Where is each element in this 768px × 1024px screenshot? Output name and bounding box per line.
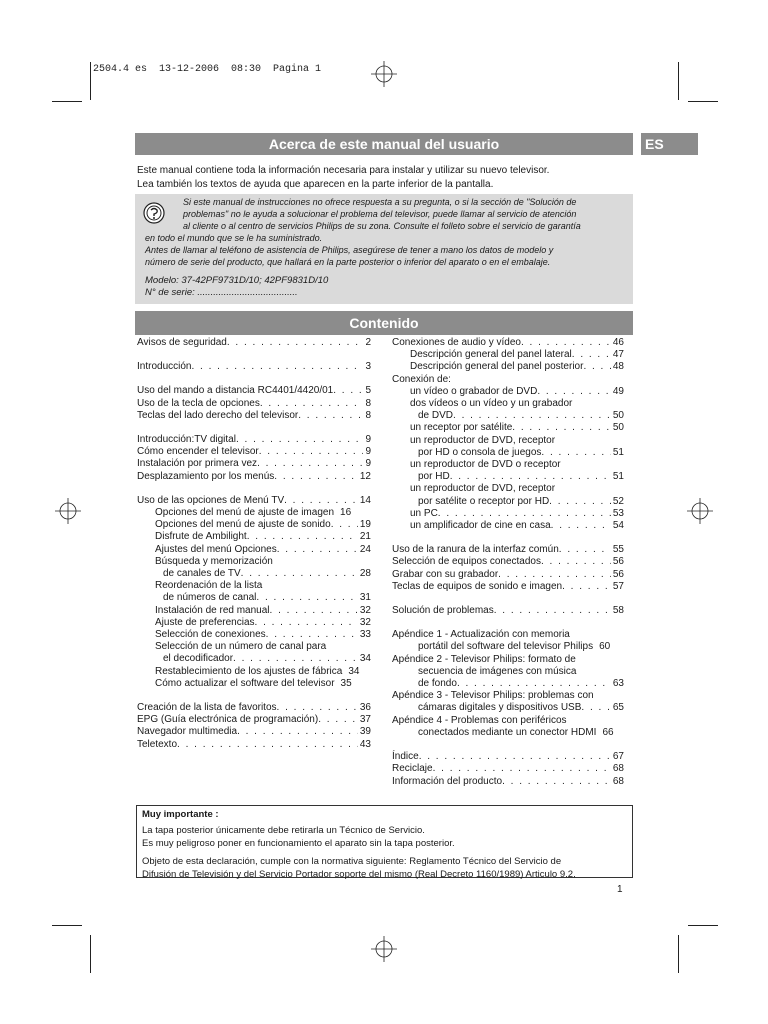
toc-entry-title: Teletexto xyxy=(137,738,178,750)
toc-leader-dots xyxy=(537,386,611,398)
toc-entry[interactable] xyxy=(392,751,624,763)
crop-mark xyxy=(52,101,82,102)
toc-spacer xyxy=(392,617,624,629)
toc-page-number: 48 xyxy=(612,361,624,373)
toc-entry-title: Descripción general del panel posterior xyxy=(410,361,584,373)
toc-entry-title: Navegador multimedia xyxy=(137,726,238,738)
toc-entry[interactable] xyxy=(392,776,624,788)
toc-leader-dots xyxy=(494,605,611,617)
toc-entry-title: de números de canal xyxy=(163,592,257,604)
print-stamp: 2504.4 es 13-12-2006 08:30 Pagina 1 xyxy=(93,64,322,75)
important-title: Muy importante : xyxy=(142,809,219,820)
toc-entry-title: Apéndice 4 - Problemas con periféricos xyxy=(392,714,567,726)
toc-entry-title: un reproductor de DVD o receptor xyxy=(410,459,561,471)
crop-mark xyxy=(688,101,718,102)
toc-entry-title: Apéndice 2 - Televisor Philips: formato de xyxy=(392,653,576,665)
toc-page-number: 67 xyxy=(612,751,624,763)
toc-entry-title: un vídeo o grabador de DVD xyxy=(410,385,538,397)
note-line: Si este manual de instrucciones no ofrece respuesta a su pregunta, o si la sección de "Solución de xyxy=(183,197,577,207)
toc-leader-dots xyxy=(512,422,611,434)
toc-leader-dots xyxy=(572,349,611,361)
toc-page-number: 8 xyxy=(365,409,371,421)
toc-leader-dots xyxy=(177,739,358,751)
toc-entry-title: un receptor por satélite xyxy=(410,422,513,434)
toc-entry[interactable] xyxy=(137,495,371,507)
toc-page-number: 57 xyxy=(612,580,624,592)
toc-entry[interactable] xyxy=(392,544,624,556)
toc-entry-title: Uso de las opciones de Menú TV xyxy=(137,494,285,506)
toc-leader-dots xyxy=(260,398,364,410)
toc-leader-dots xyxy=(457,678,611,690)
toc-page-number: 24 xyxy=(359,543,371,555)
toc-page-number: 34 xyxy=(359,653,371,665)
serial-number: N° de serie: ...................................... xyxy=(145,287,298,298)
toc-entry-title: EPG (Guía electrónica de programación) xyxy=(137,714,319,726)
toc-leader-dots xyxy=(284,495,358,507)
toc-entry[interactable] xyxy=(392,483,624,495)
toc-entry-title: Selección de un número de canal para xyxy=(155,641,327,653)
toc-leader-dots xyxy=(541,447,610,459)
toc-entry-title: Desplazamiento por los menús xyxy=(137,470,275,482)
toc-entry-title: Selección de equipos conectados xyxy=(392,556,541,568)
toc-entry[interactable] xyxy=(392,654,624,666)
toc-page-number: 50 xyxy=(612,410,624,422)
toc-entry[interactable] xyxy=(137,531,371,543)
toc-entry[interactable] xyxy=(392,666,624,678)
toc-page-number: 36 xyxy=(359,702,371,714)
toc-entry[interactable] xyxy=(137,544,371,556)
toc-entry-title: Reordenación de la lista xyxy=(155,580,263,592)
toc-page-number: 21 xyxy=(359,531,371,543)
toc-entry[interactable] xyxy=(392,715,624,727)
toc-entry-title: Creación de la lista de favoritos xyxy=(137,702,277,714)
toc-entry-title: Conexión de: xyxy=(392,373,451,385)
toc-entry-title: Introducción xyxy=(137,361,192,373)
note-text xyxy=(145,196,627,268)
toc-entry[interactable] xyxy=(392,581,624,593)
toc-entry-title: Selección de conexiones xyxy=(155,629,266,641)
toc-entry[interactable] xyxy=(137,568,371,580)
note-line: problemas" no le ayuda a solucionar el problema del televisor, puede llamar al servicio de atención xyxy=(183,209,577,219)
toc-page-number: 39 xyxy=(359,726,371,738)
toc-page-number: 43 xyxy=(359,738,371,750)
contents-title: Contenido xyxy=(135,311,633,335)
toc-leader-dots xyxy=(562,581,611,593)
toc-leader-dots xyxy=(551,520,611,532)
toc-leader-dots xyxy=(247,531,358,543)
toc-page-number: 33 xyxy=(359,629,371,641)
toc-entry[interactable] xyxy=(392,678,624,690)
model-number: Modelo: 37-42PF9731D/10; 42PF9831D/10 xyxy=(145,275,329,286)
toc-leader-dots xyxy=(237,726,358,738)
intro-line: Lea también los textos de ayuda que aparecen en la parte inferior de la pantalla. xyxy=(137,178,494,190)
important-line: La tapa posterior únicamente debe retirarla un Técnico de Servicio. xyxy=(142,825,425,837)
toc-entry-title: portátil del software del televisor Philips xyxy=(418,641,594,653)
toc-entry-title: un reproductor de DVD, receptor xyxy=(410,483,556,495)
toc-entry-title: un reproductor de DVD, receptor xyxy=(410,434,556,446)
registration-mark-icon xyxy=(371,936,397,962)
crop-mark xyxy=(678,62,679,100)
toc-leader-dots xyxy=(581,702,610,714)
toc-entry-title: Ajustes del menú Opciones xyxy=(155,543,277,555)
toc-entry[interactable] xyxy=(392,471,624,483)
toc-entry[interactable] xyxy=(137,739,371,751)
toc-leader-dots xyxy=(450,471,611,483)
toc-entry-title: de canales de TV xyxy=(163,568,241,580)
toc-entry[interactable] xyxy=(392,374,624,386)
toc-entry-title: dos vídeos o un vídeo y un grabador xyxy=(410,398,573,410)
toc-entry-title: Opciones del menú de ajuste de imagen xyxy=(155,507,335,519)
toc-page-number: 58 xyxy=(612,605,624,617)
toc-spacer xyxy=(392,739,624,751)
toc-entry[interactable] xyxy=(392,702,624,714)
toc-leader-dots xyxy=(433,763,611,775)
toc-page-number: 51 xyxy=(612,446,624,458)
toc-entry-title: Uso de la tecla de opciones xyxy=(137,397,260,409)
toc-page-number: 3 xyxy=(365,361,371,373)
toc-entry-title: un PC xyxy=(410,507,438,519)
toc-entry-title: Cómo actualizar el software del televisor xyxy=(155,677,335,689)
toc-entry[interactable] xyxy=(392,361,624,373)
intro-line: Este manual contiene toda la información necesaria para instalar y utilizar su nuevo televisor. xyxy=(137,165,550,176)
toc-page-number: 56 xyxy=(612,556,624,568)
toc-entry-title: cámaras digitales y dispositivos USB xyxy=(418,702,582,714)
toc-entry-title: Avisos de seguridad xyxy=(137,337,227,348)
toc-entry-title: Índice xyxy=(392,751,419,763)
toc-entry[interactable] xyxy=(137,556,371,568)
toc-page-number: 65 xyxy=(612,702,624,714)
intro-text xyxy=(137,164,637,191)
toc-page-number: 31 xyxy=(359,592,371,604)
important-line: Objeto de esta declaración, cumple con la normativa siguiente: Reglamento Técnico del Servicio de xyxy=(142,856,562,868)
toc-page-number: 8 xyxy=(365,397,371,409)
toc-entry[interactable] xyxy=(137,398,371,410)
toc-entry[interactable] xyxy=(392,410,624,422)
toc-page-number: 66 xyxy=(602,726,614,738)
toc-leader-dots xyxy=(419,751,611,763)
toc-page-number: 14 xyxy=(359,494,371,506)
toc-page-number: 32 xyxy=(359,616,371,628)
toc-entry[interactable] xyxy=(392,337,624,349)
toc-page-number: 68 xyxy=(612,775,624,787)
registration-mark-icon xyxy=(371,61,397,87)
toc-spacer xyxy=(137,483,371,495)
toc-right-column xyxy=(392,337,624,788)
page-title: Acerca de este manual del usuario xyxy=(135,133,633,155)
toc-leader-dots xyxy=(549,496,611,508)
toc-leader-dots xyxy=(583,361,610,373)
toc-entry[interactable] xyxy=(392,398,624,410)
toc-entry[interactable] xyxy=(137,714,371,726)
toc-page-number: 9 xyxy=(365,434,371,446)
toc-entry-title: Instalación por primera vez xyxy=(137,458,258,470)
note-line: al cliente o al centro de servicios Philips de su zona. Consulte el folleto sobre el servicio de garantía xyxy=(183,221,581,231)
toc-entry[interactable] xyxy=(392,386,624,398)
toc-page-number: 35 xyxy=(340,677,352,689)
toc-entry-title: de fondo xyxy=(418,678,457,690)
toc-entry[interactable] xyxy=(137,471,371,483)
toc-spacer xyxy=(137,349,371,361)
toc-leader-dots xyxy=(227,337,364,349)
toc-entry[interactable] xyxy=(392,763,624,775)
toc-spacer xyxy=(137,373,371,385)
toc-page-number: 34 xyxy=(348,665,360,677)
toc-leader-dots xyxy=(274,471,358,483)
important-notice-box xyxy=(136,805,633,878)
model-info xyxy=(145,275,328,299)
toc-entry[interactable] xyxy=(137,410,371,422)
toc-spacer xyxy=(392,532,624,544)
registration-mark-icon xyxy=(55,498,81,524)
toc-page-number: 28 xyxy=(359,568,371,580)
toc-entry[interactable] xyxy=(137,446,371,458)
toc-entry-title: Ajuste de preferencias xyxy=(155,616,255,628)
toc-entry[interactable] xyxy=(392,520,624,532)
toc-leader-dots xyxy=(521,337,611,349)
toc-entry-title: Información del producto xyxy=(392,775,503,787)
toc-page-number: 52 xyxy=(612,495,624,507)
toc-entry[interactable] xyxy=(392,447,624,459)
toc-entry[interactable] xyxy=(392,641,624,653)
toc-entry[interactable] xyxy=(137,337,371,349)
toc-leader-dots xyxy=(270,605,358,617)
toc-leader-dots xyxy=(318,714,358,726)
toc-entry[interactable] xyxy=(392,569,624,581)
toc-page-number: 19 xyxy=(359,519,371,531)
registration-mark-icon xyxy=(687,498,713,524)
crop-mark xyxy=(90,62,91,100)
toc-leader-dots xyxy=(331,519,358,531)
toc-spacer xyxy=(392,593,624,605)
toc-entry[interactable] xyxy=(137,434,371,446)
toc-entry-title: Restablecimiento de los ajustes de fábrica xyxy=(155,665,343,677)
toc-entry-title: Instalación de red manual xyxy=(155,604,270,616)
note-line: número de serie del producto, que hallará en la parte posterior o inferior del aparato o en el embalaje. xyxy=(145,257,551,267)
toc-entry[interactable] xyxy=(392,435,624,447)
important-line: Es muy peligroso poner en funcionamiento el aparato sin la tapa posterior. xyxy=(142,837,455,849)
toc-leader-dots xyxy=(259,446,364,458)
toc-entry[interactable] xyxy=(137,605,371,617)
toc-leader-dots xyxy=(277,544,358,556)
toc-entry[interactable] xyxy=(392,459,624,471)
toc-leader-dots xyxy=(559,544,611,556)
toc-entry-title: Teclas de equipos de sonido e imagen xyxy=(392,580,563,592)
toc-page-number: 37 xyxy=(359,714,371,726)
toc-entry[interactable] xyxy=(392,349,624,361)
language-tab: ES xyxy=(641,133,698,155)
toc-page-number: 32 xyxy=(359,604,371,616)
toc-entry[interactable] xyxy=(392,508,624,520)
toc-entry-title: Uso de la ranura de la interfaz común xyxy=(392,544,559,556)
note-line: en todo el mundo que se le ha suministrado. xyxy=(145,233,323,243)
toc-entry[interactable] xyxy=(137,726,371,738)
toc-page-number: 60 xyxy=(599,641,611,653)
toc-page-number: 51 xyxy=(612,471,624,483)
toc-leader-dots xyxy=(438,508,611,520)
note-line: Antes de llamar al teléfono de asistencia de Philips, asegúrese de tener a mano los datos de modelo y xyxy=(145,245,554,255)
toc-page-number: 12 xyxy=(359,470,371,482)
toc-entry-title: Reciclaje xyxy=(392,763,433,775)
toc-page-number: 2 xyxy=(365,337,371,348)
toc-leader-dots xyxy=(191,361,363,373)
toc-entry-title: por HD xyxy=(418,471,450,483)
toc-entry-title: Disfrute de Ambilight xyxy=(155,531,247,543)
toc-entry[interactable] xyxy=(137,678,371,690)
toc-entry[interactable] xyxy=(392,422,624,434)
toc-entry[interactable] xyxy=(137,519,371,531)
toc-page-number: 56 xyxy=(612,568,624,580)
toc-leader-dots xyxy=(256,592,357,604)
toc-page-number: 63 xyxy=(612,678,624,690)
toc-page-number: 16 xyxy=(340,507,352,519)
toc-entry[interactable] xyxy=(392,690,624,702)
toc-leader-dots xyxy=(453,410,611,422)
toc-spacer xyxy=(137,422,371,434)
toc-leader-dots xyxy=(277,702,358,714)
toc-entry[interactable] xyxy=(137,629,371,641)
toc-leader-dots xyxy=(236,434,363,446)
toc-page-number: 5 xyxy=(365,385,371,397)
toc-page-number: 53 xyxy=(612,507,624,519)
toc-entry-title: Opciones del menú de ajuste de sonido xyxy=(155,519,331,531)
toc-entry[interactable] xyxy=(137,361,371,373)
toc-entry[interactable] xyxy=(137,507,371,519)
toc-leader-dots xyxy=(233,653,358,665)
toc-page-number: 50 xyxy=(612,422,624,434)
toc-leader-dots xyxy=(502,776,611,788)
toc-entry-title: Apéndice 1 - Actualización con memoria xyxy=(392,629,570,641)
toc-entry-title: conectados mediante un conector HDMI xyxy=(418,726,597,738)
toc-page-number: 46 xyxy=(612,337,624,348)
toc-entry-title: por HD o consola de juegos xyxy=(418,446,542,458)
toc-leader-dots xyxy=(498,569,611,581)
toc-page-number: 47 xyxy=(612,349,624,361)
toc-leader-dots xyxy=(241,568,358,580)
toc-entry[interactable] xyxy=(137,580,371,592)
toc-leader-dots xyxy=(257,458,363,470)
toc-entry-title: secuencia de imágenes con música xyxy=(418,665,577,677)
toc-leader-dots xyxy=(541,556,611,568)
toc-page-number: 9 xyxy=(365,458,371,470)
toc-entry-title: Búsqueda y memorización xyxy=(155,555,273,567)
toc-entry[interactable] xyxy=(137,641,371,653)
important-line: Difusión de Televisión y del Servicio Portador soporte del mismo (Real Decreto 1160/1989) Articulo 9.2. xyxy=(142,868,576,880)
toc-spacer xyxy=(137,690,371,702)
toc-entry[interactable] xyxy=(137,653,371,665)
toc-entry[interactable] xyxy=(137,666,371,678)
toc-entry-title: Cómo encender el televisor xyxy=(137,446,259,458)
toc-leader-dots xyxy=(255,617,358,629)
toc-entry-title: el decodificador xyxy=(163,653,234,665)
toc-entry-title: Solución de problemas xyxy=(392,605,494,617)
crop-mark xyxy=(688,925,718,926)
toc-entry[interactable] xyxy=(137,385,371,397)
toc-left-column xyxy=(137,337,371,751)
toc-entry[interactable] xyxy=(137,592,371,604)
toc-entry[interactable] xyxy=(392,496,624,508)
toc-entry[interactable] xyxy=(392,605,624,617)
toc-entry-title: Descripción general del panel lateral xyxy=(410,349,572,361)
toc-entry-title: Uso del mando a distancia RC4401/4420/01 xyxy=(137,385,334,397)
toc-entry[interactable] xyxy=(137,458,371,470)
toc-entry[interactable] xyxy=(392,727,624,739)
help-note-box xyxy=(135,194,633,304)
crop-mark xyxy=(678,935,679,973)
toc-page-number: 68 xyxy=(612,763,624,775)
toc-page-number: 9 xyxy=(365,446,371,458)
toc-entry-title: Introducción:TV digital xyxy=(137,434,236,446)
toc-entry[interactable] xyxy=(137,617,371,629)
toc-entry-title: de DVD xyxy=(418,410,454,422)
toc-entry-title: por satélite o receptor por HD xyxy=(418,495,550,507)
toc-page-number: 55 xyxy=(612,544,624,556)
toc-entry-title: Apéndice 3 - Televisor Philips: problemas con xyxy=(392,690,594,702)
toc-entry[interactable] xyxy=(392,629,624,641)
toc-entry[interactable] xyxy=(392,556,624,568)
toc-entry[interactable] xyxy=(137,702,371,714)
toc-leader-dots xyxy=(298,410,363,422)
crop-mark xyxy=(90,935,91,973)
toc-page-number: 54 xyxy=(612,520,624,532)
toc-page-number: 49 xyxy=(612,385,624,397)
toc-entry-title: Teclas del lado derecho del televisor xyxy=(137,409,299,421)
toc-entry-title: un amplificador de cine en casa xyxy=(410,520,551,532)
toc-leader-dots xyxy=(266,629,358,641)
toc-entry-title: Grabar con su grabador xyxy=(392,568,499,580)
toc-entry-title: Conexiones de audio y vídeo xyxy=(392,337,521,348)
page-number: 1 xyxy=(617,884,623,895)
toc-leader-dots xyxy=(333,385,363,397)
crop-mark xyxy=(52,925,82,926)
